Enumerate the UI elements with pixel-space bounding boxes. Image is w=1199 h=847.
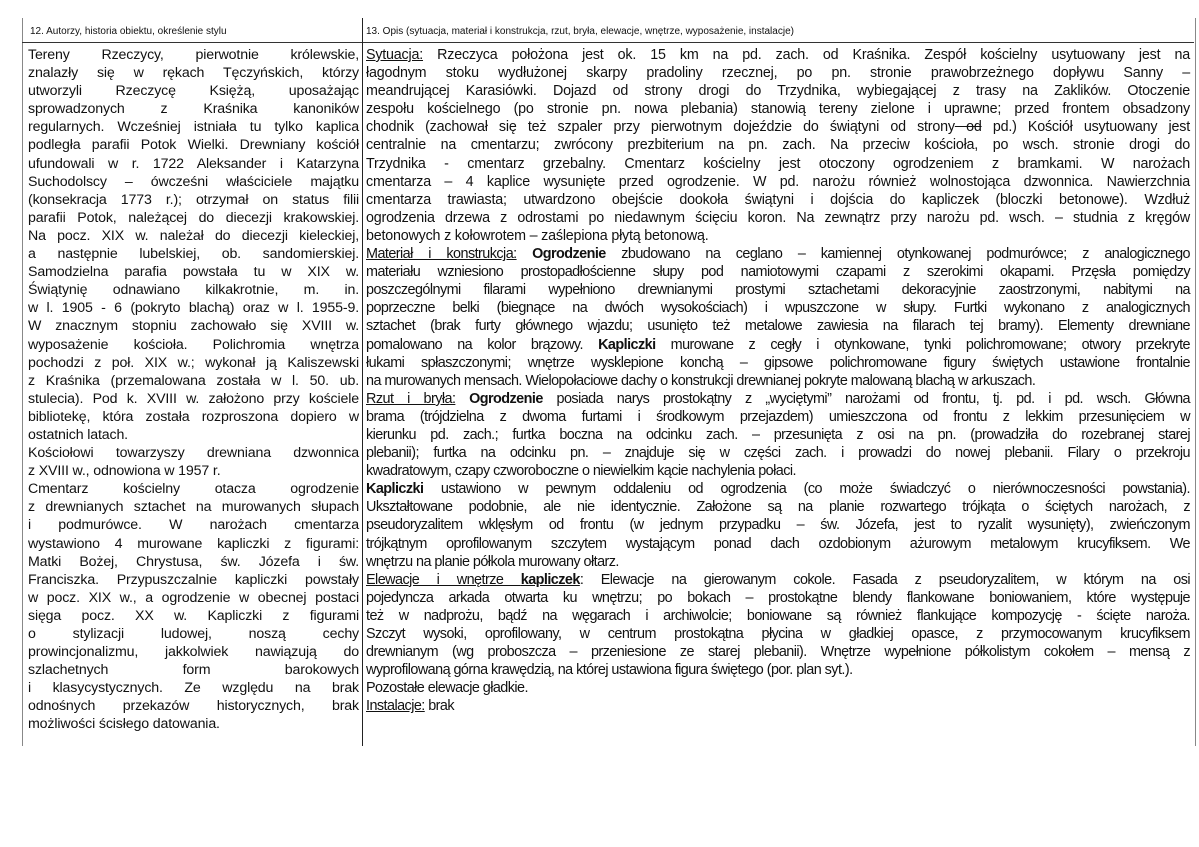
section-label: Instalacje: — [366, 698, 425, 715]
paragraph — [366, 46, 1190, 245]
text-line — [366, 281, 1190, 299]
text-segment: chodnik (zachował się też szpaler przy pierwotnym dojeździe do świątyni od strony — [366, 119, 955, 136]
text-segment: kwadratowym, czapy czworoboczne o niewielkim kącie nachylenia połaci. — [366, 463, 796, 480]
text-line — [28, 426, 359, 444]
text-segment: zbudowano na ceglano – kamiennej otynkowanej podmurówce; z analogicznego — [605, 246, 1190, 263]
text-line — [366, 227, 1190, 245]
text-line — [366, 372, 1190, 390]
text-segment: meandrującej Karasiówki. Dojazd od strony drogi do Trzydnika, wybiegającej z trasy na Zaklików. Otoczenie — [366, 83, 1190, 100]
text-segment: betonowych z kołowrotem – zaślepiona płytą betonową. — [366, 227, 709, 244]
paragraph — [366, 679, 1190, 697]
text-line — [366, 100, 1190, 118]
text-segment: Rzeczyca położona jest ok. 15 km na pd. zach. od Kraśnika. Zespół kościelny usytuowany jest na — [423, 47, 1190, 63]
text-segment: Ukształtowane podobnie, ale nie identycznie. Założone są na planie rozwartego trójkąta o ściętych narożach, z — [366, 499, 1190, 516]
text-line — [28, 299, 359, 317]
text-line — [28, 480, 359, 498]
bold-term: Kapliczki — [598, 336, 656, 353]
text-line — [366, 553, 1190, 571]
text-line — [28, 155, 359, 173]
text-segment: Cmentarz kościelny otacza ogrodzenie — [28, 481, 359, 498]
text-segment: też w nadprożu, bądź na węgarach i archiwolcie; boniowane są również flankujące kompozycję - ścięte naroża. — [366, 607, 1190, 624]
paragraph — [366, 390, 1190, 480]
text-line — [28, 444, 359, 462]
text-segment: sztachet (brak furty głównego wjazdu; usunięto też metalowe zawiesia na filarach tej bramy). Elementy drewniane — [366, 318, 1190, 335]
text-line — [28, 607, 359, 625]
text-segment: poszczególnymi filarami wypełniono drewnianymi prostymi sztachetami dekoracyjnie zaostrzonymi, nabitymi na — [366, 282, 1190, 299]
text-segment: i klasycystycznych. Ze względu na brak — [28, 680, 359, 697]
text-segment: Matki Bożej, Chrystusa, św. Józefa i św. — [28, 553, 359, 570]
paragraph — [366, 245, 1190, 390]
text-line — [28, 498, 359, 516]
text-line — [366, 480, 1190, 498]
text-segment: Trzydnika - cmentarz grzebalny. Cmentarz kościelny jest otoczony ogrodzeniem z bramkami. W narożach — [366, 155, 1190, 172]
text-segment — [455, 391, 469, 407]
text-segment: Samodzielna parafia powstała tu w XIX w. — [28, 264, 359, 281]
paragraph — [366, 571, 1190, 680]
text-segment: z XVIII w., odnowiona w 1957 r. — [28, 463, 221, 480]
paragraph — [28, 444, 359, 480]
text-line — [28, 571, 359, 589]
text-segment: (konsekracja 1773 r.); otrzymał on status filii — [28, 191, 359, 208]
text-line — [28, 390, 359, 408]
section-label: Materiał i konstrukcja: — [366, 246, 517, 263]
text-segment: cmentarza trawiasta; utwardzono obejście dookoła świątyni i dojścia do kapliczek (bloczki betonowe). Wzdłuż — [366, 191, 1190, 208]
text-line — [28, 462, 359, 480]
text-line — [28, 118, 359, 136]
text-line — [28, 173, 359, 191]
text-segment: ostatnich latach. — [28, 426, 128, 443]
text-segment: ufundowali w r. 1722 Aleksander i Katarzyna — [28, 155, 359, 172]
text-segment: sięga pocz. XX w. Kapliczki z figurami — [28, 607, 359, 624]
text-line — [28, 715, 359, 733]
text-segment: brak — [424, 698, 454, 715]
text-line — [366, 191, 1190, 209]
text-segment: podległa parafii Potok Wielki. Drewniany kościół — [28, 137, 359, 154]
text-segment: w l. 1905 - 6 (pokryto blachą) oraz w l. 1955-9. — [28, 300, 359, 317]
text-segment: wystawiono 4 murowane kapliczki z figurami: — [28, 535, 359, 552]
text-segment: prowincjonalizmu, jakkolwiek nawiązują do — [28, 644, 359, 661]
text-segment: z Kraśnika (przemalowana została w l. 50. ub. — [28, 372, 359, 389]
text-segment: z drewnianych sztachet na murowanych słupach — [28, 499, 359, 516]
text-line — [366, 118, 1190, 136]
text-line — [366, 462, 1190, 480]
column-divider — [362, 18, 363, 746]
text-line — [366, 679, 1190, 697]
text-line — [28, 82, 359, 100]
text-segment: wyposażenie kościoła. Polichromia wnętrza — [28, 336, 359, 353]
text-line — [366, 571, 1190, 589]
text-segment: murowane z cegły i otynkowane, tynki polichromowane; otwory przekryte — [655, 336, 1191, 353]
text-line — [28, 136, 359, 154]
text-line — [366, 136, 1190, 154]
text-segment: brama (trójdzielna z dwoma furtami i środkowym przejazdem) umieszczona od frontu z lekkim przesunięciem w — [366, 408, 1190, 425]
text-line — [366, 263, 1190, 281]
text-line — [28, 191, 359, 209]
text-line — [366, 336, 1190, 354]
text-line — [28, 408, 359, 426]
text-line — [28, 227, 359, 245]
text-line — [366, 173, 1190, 191]
text-segment: i podmurówce. W narożach cmentarza — [28, 517, 359, 534]
history-column — [28, 46, 359, 734]
text-segment: poprzeczne belki (biegnące na dwóch wysokościach) i wpuszczone w słupy. Furtki wykonano z analogicznych — [366, 300, 1190, 317]
text-line — [366, 498, 1190, 516]
paragraph — [366, 480, 1190, 570]
text-segment: centralnie na cmentarzu; zwrócony prezbiterium na pn. zach. Na przeciw kościoła, po wsch. stronie drogi do — [366, 137, 1190, 154]
text-line — [28, 336, 359, 354]
text-line — [366, 516, 1190, 534]
text-line — [366, 625, 1190, 643]
text-line — [366, 209, 1190, 227]
text-segment: ogrodzenia drzewa z odrostami po niedawnym ścięciu koron. Na zewnątrz przy narożu pd. wsch. – studnia z kręgów — [366, 209, 1190, 226]
text-line — [366, 299, 1190, 317]
text-segment: Kościołowi towarzyszy drewniana dzwonnica — [28, 445, 359, 462]
text-segment: pomalowano na kolor brązowy. — [366, 336, 599, 353]
text-line — [28, 64, 359, 82]
text-line — [28, 372, 359, 390]
text-segment: parafii Potok, należącej do diecezji krakowskiej. — [28, 209, 359, 226]
text-line — [28, 46, 359, 64]
description-column — [366, 46, 1190, 715]
text-line — [366, 155, 1190, 173]
text-line — [28, 263, 359, 281]
text-segment: Świątynię odnawiano kilkakrotnie, m. in. — [28, 282, 359, 299]
section-label: kapliczek — [520, 571, 580, 588]
text-line — [28, 100, 359, 118]
text-line — [366, 444, 1190, 462]
text-line — [28, 697, 359, 715]
text-segment: sprowadzonych z Kraśnika kanoników — [28, 101, 359, 118]
text-line — [366, 661, 1190, 679]
paragraph — [366, 697, 1190, 715]
text-line — [366, 426, 1190, 444]
text-line — [366, 354, 1190, 372]
text-segment: Tereny Rzeczycy, pierwotnie królewskie, — [28, 47, 359, 63]
text-line — [28, 245, 359, 263]
text-segment: bibliotekę, która została rozproszona dopiero w — [28, 408, 359, 425]
text-segment: cmentarza – 4 kaplice wysunięte przed ogrodzenie. W pd. narożu również wolnostojąca dzwonnica. Nawierzchnia — [366, 173, 1190, 190]
text-segment: pochodzi z poł. XIX w.; wykonał ją Kaliszewski — [28, 354, 359, 371]
text-line — [366, 697, 1190, 715]
text-segment: stulecia). Pod k. XVIII w. założono przy kościele — [28, 390, 359, 407]
text-segment: o stylizacji ludowej, noszą cechy — [28, 626, 359, 642]
text-segment: utworzyli Rzeczycę Księżą, uposażając — [28, 83, 359, 100]
text-line — [28, 625, 359, 643]
text-segment: posiada narys prostokątny z „wyciętymi” narożami od frontu, tj. pd. i pd. wsch. Główna — [542, 390, 1190, 407]
bold-term: Ogrodzenie — [469, 390, 543, 407]
text-line — [366, 245, 1190, 263]
text-segment: pd.) Kościół usytuowany jest — [981, 119, 1191, 136]
text-line — [366, 408, 1190, 426]
text-line — [366, 589, 1190, 607]
struck-text: od — [954, 119, 982, 136]
header-divider — [22, 42, 1194, 43]
text-segment: łagodnym stoku wydłużonej skarpy pradoliny rzecznej, po pn. stronie prawobrzeżnego dopływu Sanny – — [366, 65, 1190, 82]
text-line — [28, 209, 359, 227]
text-segment — [517, 246, 533, 262]
text-segment: Franciszka. Przypuszczalnie kapliczki powstały — [28, 571, 359, 588]
text-segment: pojedyncza arkada otwarta ku wnętrzu; po bokach – prostokątne blendy flankowane boniowaniem, które występuje — [366, 589, 1190, 606]
text-line — [366, 46, 1190, 64]
text-segment: zespołu kościelnego (po stronie pn. nowa plebania) stanowią tereny zielone i uprawne; przed frontem obsadzony — [366, 101, 1190, 118]
text-segment: kierunku pd. zach.; furtka boczna na odcinku zach. – przesunięta z osi na pn. (prowadziła do rozebranej starej — [366, 426, 1190, 443]
section-12-heading: 12. Autorzy, historia obiektu, określenie stylu — [30, 26, 227, 37]
text-line — [366, 607, 1190, 625]
text-segment: w pocz. XIX w., a ogrodzenie w obecnej postaci — [28, 589, 359, 606]
text-segment: plebanii); furtka na odcinku pn. – znajduje się w części zach. i prowadzi do nowej plebanii. Filary o przekroju — [366, 445, 1190, 462]
text-segment: ustawiono w pewnym oddaleniu od ogrodzenia (co może świadczyć o nierównoczesności powstania). — [423, 481, 1190, 498]
text-segment: znalazły się w rękach Tęczyńskich, którzy — [28, 65, 359, 82]
text-segment: Na pocz. XIX w. należał do diecezji kieleckiej, — [28, 227, 359, 244]
text-segment: trójkątnym oprofilowanym szczytem wystającym ponad dach ozdobionym ażurowym metalowym krucyfiksem. We — [366, 535, 1190, 552]
text-segment: wnętrzu na planie półkola murowany ołtarz. — [366, 553, 619, 570]
text-segment: szlachetnych form barokowych — [28, 662, 359, 679]
text-line — [366, 390, 1190, 408]
text-line — [366, 317, 1190, 335]
text-segment: a następnie lubelskiej, ob. sandomierskiej. — [28, 246, 359, 263]
text-segment: pseudoryzalitem wklęsłym od frontu (w jednym przypadku – św. Józefa, jest to ryzalit wysunięty), zwieńczonym — [366, 517, 1190, 534]
section-13-heading: 13. Opis (sytuacja, materiał i konstrukcja, rzut, bryła, elewacje, wnętrze, wyposażenie, instalacje) — [366, 26, 794, 37]
text-line — [28, 589, 359, 607]
text-line — [28, 679, 359, 697]
text-segment: na murowanych mensach. Wielopołaciowe dachy o konstrukcji drewnianej pokryte malowaną blachą w arkuszach. — [366, 372, 1036, 389]
text-line — [28, 661, 359, 679]
text-line — [28, 553, 359, 571]
bold-term: Kapliczki — [366, 481, 424, 498]
section-label: Elewacje i wnętrze — [366, 571, 521, 588]
text-line — [366, 535, 1190, 553]
paragraph — [28, 480, 359, 733]
text-segment: regularnych. Wcześniej istniała tu tylko kaplica — [28, 119, 359, 136]
text-segment: W znacznym stopniu zachowało się XVIII w. — [28, 318, 359, 335]
bold-term: Ogrodzenie — [532, 246, 606, 263]
text-segment: łukami spłaszczonymi; wnętrze wysklepione konchą – gipsowe polichromowane figury świętych ustawione frontalnie — [366, 354, 1190, 371]
text-segment: Suchodolscy – ówcześni właściciele majątku — [28, 173, 359, 190]
paragraph — [28, 46, 359, 444]
text-segment: odnośnych przekazów historycznych, brak — [28, 698, 359, 715]
text-segment: Szczyt wysoki, oprofilowany, w centrum prostokątna płycina w gładkiej opasce, z przymocowanym krucyfiksem — [366, 626, 1190, 642]
text-segment: drewnianym (wg proboszcza – przeniesione ze starej plebanii). Wnętrze wypełnione półkolistym cokołem – mensą z — [366, 644, 1190, 661]
text-line — [28, 354, 359, 372]
text-segment: możliwości ścisłego datowania. — [28, 716, 220, 733]
text-line — [366, 643, 1190, 661]
text-line — [28, 281, 359, 299]
text-segment: wyprofilowaną górna krawędzią, na której ustawiona figura świętego (por. plan syt.). — [366, 662, 853, 679]
text-line — [366, 82, 1190, 100]
text-line — [28, 535, 359, 553]
text-line — [366, 64, 1190, 82]
text-segment: : Elewacje na gierowanym cokole. Fasada z pseudoryzalitem, w którym na osi — [579, 571, 1190, 588]
section-label: Rzut i bryła: — [366, 390, 456, 407]
text-line — [28, 317, 359, 335]
text-line — [28, 643, 359, 661]
text-segment: materiału wzniesiono prostopadłościenne słupy pod namiotowymi czapami z szerokimi okapami. Przęsła pomiędzy — [366, 264, 1190, 281]
text-segment: Pozostałe elewacje gładkie. — [366, 680, 528, 697]
text-line — [28, 516, 359, 534]
section-label: Sytuacja: — [366, 47, 424, 63]
